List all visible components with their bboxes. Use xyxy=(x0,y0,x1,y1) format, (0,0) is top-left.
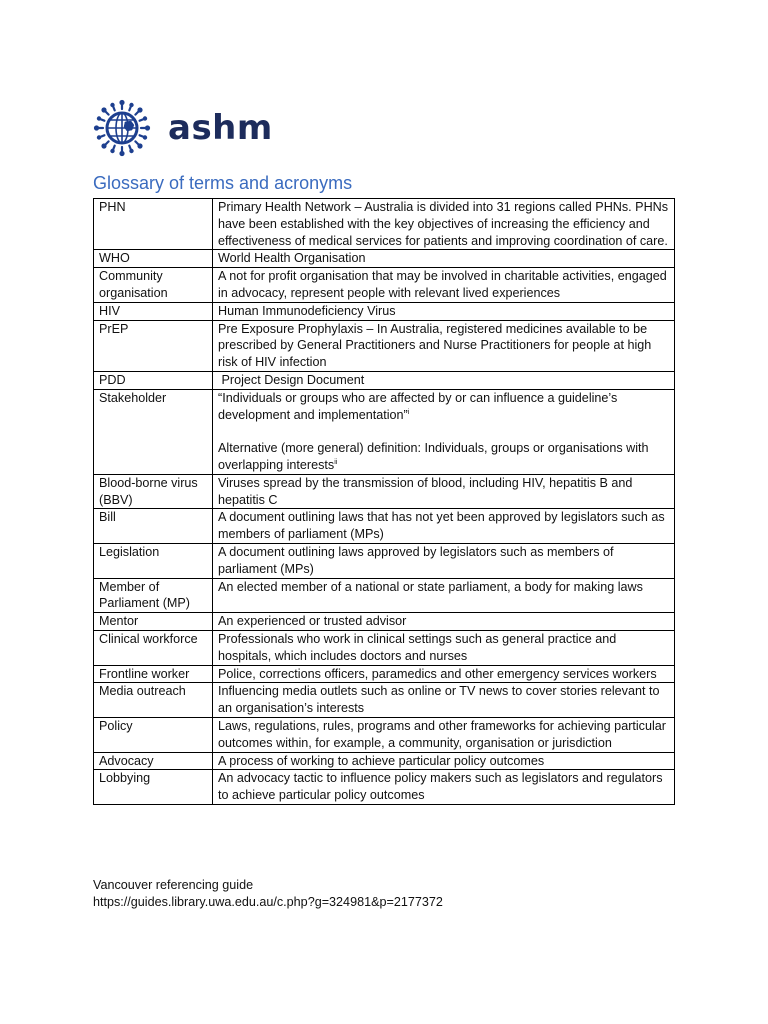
reference-footer xyxy=(93,877,443,911)
term-cell: PHN xyxy=(94,199,213,250)
logo-wordmark: ashm xyxy=(168,108,273,148)
term-cell: Clinical workforce xyxy=(94,630,213,665)
definition-cell: Pre Exposure Prophylaxis – In Australia, registered medicines available to be prescribed by General Practitioners and Nurse Practitioners for people at high risk of HIV infection xyxy=(213,320,675,371)
definition-cell: A not for profit organisation that may be involved in charitable activities, engaged in advocacy, represent people with relevant lived experiences xyxy=(213,268,675,303)
definition-cell: Police, corrections officers, paramedics and other emergency services workers xyxy=(213,665,675,683)
table-row xyxy=(94,509,675,544)
reference-label: Vancouver referencing guide xyxy=(93,878,254,892)
definition-cell: An experienced or trusted advisor xyxy=(213,613,675,631)
table-row xyxy=(94,199,675,250)
table-row xyxy=(94,683,675,718)
term-cell: PrEP xyxy=(94,320,213,371)
definition-alternative: Alternative (more general) definition: Individuals, groups or organisations with overlapping interests xyxy=(218,441,649,472)
glossary-body xyxy=(94,199,675,805)
ashm-logo xyxy=(92,98,273,158)
page-title: Glossary of terms and acronyms xyxy=(93,173,353,193)
table-row xyxy=(94,268,675,303)
table-row xyxy=(94,613,675,631)
definition-quote: “Individuals or groups who are affected by or can influence a guideline’s development and implementation” xyxy=(218,390,618,422)
term-cell: Stakeholder xyxy=(94,389,213,474)
definition-cell: An elected member of a national or state parliament, a body for making laws xyxy=(213,578,675,613)
table-row xyxy=(94,250,675,268)
term-cell: Legislation xyxy=(94,543,213,578)
virus-globe-icon xyxy=(92,98,162,158)
definition-cell: World Health Organisation xyxy=(213,250,675,268)
definition-cell: Influencing media outlets such as online or TV news to cover stories relevant to an organisation’s interests xyxy=(213,683,675,718)
table-row xyxy=(94,302,675,320)
term-cell: Community organisation xyxy=(94,268,213,303)
definition-text xyxy=(218,440,669,474)
table-row xyxy=(94,770,675,805)
definition-cell: Laws, regulations, rules, programs and other frameworks for achieving particular outcomes within, for example, a community, organisation or jurisdiction xyxy=(213,717,675,752)
definition-cell: A document outlining laws that has not yet been approved by legislators such as members of parliament (MPs) xyxy=(213,509,675,544)
term-cell: Mentor xyxy=(94,613,213,631)
term-cell: Media outreach xyxy=(94,683,213,718)
definition-cell: Professionals who work in clinical settings such as general practice and hospitals, which includes doctors and nurses xyxy=(213,630,675,665)
term-cell: Lobbying xyxy=(94,770,213,805)
glossary-table xyxy=(93,198,675,805)
table-row xyxy=(94,543,675,578)
table-row xyxy=(94,474,675,509)
term-cell: WHO xyxy=(94,250,213,268)
definition-cell: Primary Health Network – Australia is divided into 31 regions called PHNs. PHNs have been established with the key objectives of increasing the efficiency and effectiveness of medical services for patients and improving coordination of care. xyxy=(213,199,675,250)
table-row xyxy=(94,578,675,613)
term-cell: Policy xyxy=(94,717,213,752)
paragraph-gap xyxy=(218,423,669,440)
table-row xyxy=(94,630,675,665)
term-cell: Bill xyxy=(94,509,213,544)
term-cell: Advocacy xyxy=(94,752,213,770)
term-cell: Frontline worker xyxy=(94,665,213,683)
table-row xyxy=(94,320,675,371)
definition-cell: Viruses spread by the transmission of blood, including HIV, hepatitis B and hepatitis C xyxy=(213,474,675,509)
table-row xyxy=(94,665,675,683)
reference-link[interactable]: https://guides.library.uwa.edu.au/c.php?g=324981&p=2177372 xyxy=(93,895,443,909)
term-cell: PDD xyxy=(94,371,213,389)
definition-cell: An advocacy tactic to influence policy makers such as legislators and regulators to achieve particular policy outcomes xyxy=(213,770,675,805)
definition-cell xyxy=(213,389,675,474)
definition-text xyxy=(218,390,669,424)
table-row xyxy=(94,389,675,474)
term-cell: Member of Parliament (MP) xyxy=(94,578,213,613)
definition-cell: A document outlining laws approved by legislators such as members of parliament (MPs) xyxy=(213,543,675,578)
definition-cell: A process of working to achieve particular policy outcomes xyxy=(213,752,675,770)
table-row xyxy=(94,752,675,770)
footnote-ref: ii xyxy=(334,458,338,466)
table-row xyxy=(94,717,675,752)
table-row xyxy=(94,371,675,389)
definition-cell: Human Immunodeficiency Virus xyxy=(213,302,675,320)
definition-cell: Project Design Document xyxy=(213,371,675,389)
term-cell: Blood-borne virus (BBV) xyxy=(94,474,213,509)
term-cell: HIV xyxy=(94,302,213,320)
footnote-ref: i xyxy=(407,408,410,416)
